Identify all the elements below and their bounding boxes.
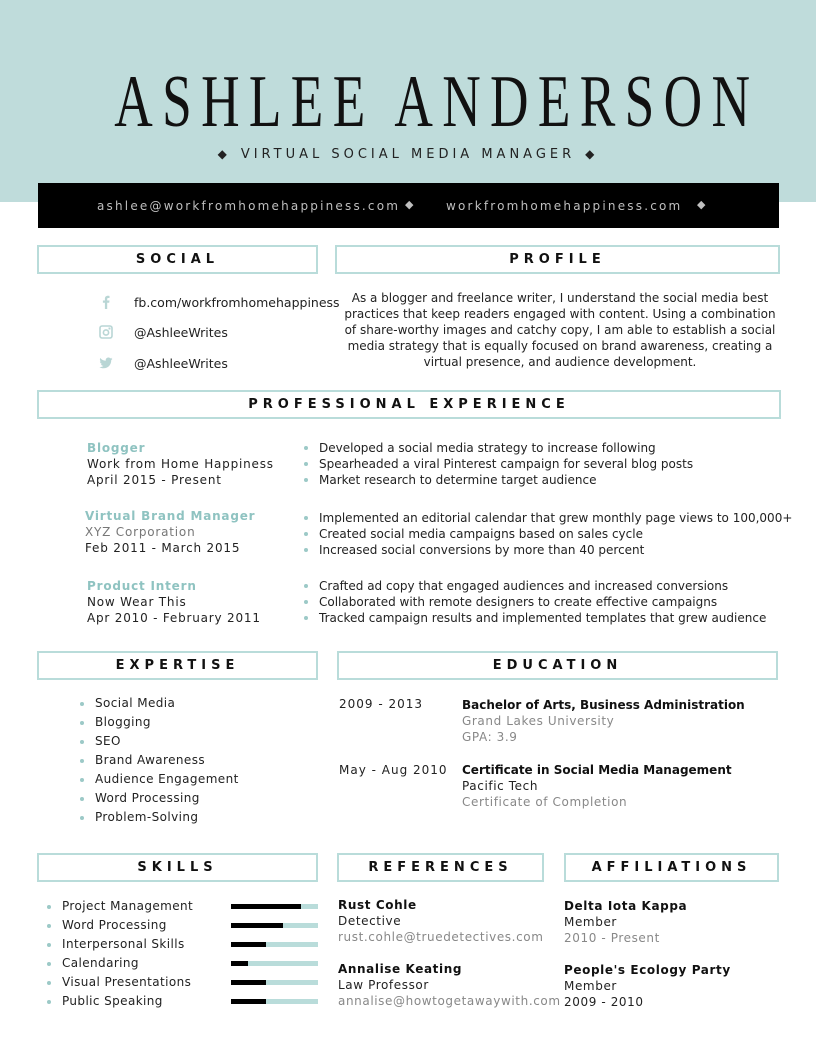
reference-email[interactable]: rust.cohle@truedetectives.com	[338, 930, 544, 944]
education-title: Certificate in Social Media Management	[462, 763, 732, 777]
reference-email[interactable]: annalise@howtogetawaywith.com	[338, 994, 561, 1008]
job-dates: Feb 2011 - March 2015	[85, 541, 241, 555]
resume-name: ASHLEE ANDERSON	[114, 61, 760, 143]
list-item: Collaborated with remote designers to create effective campaigns	[304, 594, 766, 610]
education-school: Pacific Tech	[462, 779, 539, 793]
education-dates: 2009 - 2013	[339, 697, 424, 711]
job-dates: Apr 2010 - February 2011	[87, 611, 261, 625]
affiliation-name: Delta Iota Kappa	[564, 899, 688, 913]
job-entry-intern	[87, 578, 261, 626]
list-item: Market research to determine target audience	[304, 472, 693, 488]
affiliation-entry	[564, 962, 731, 1010]
email-link[interactable]: ashlee@workfromhomehappiness.com	[97, 199, 401, 213]
education-entry	[462, 762, 732, 810]
social-text: @AshleeWrites	[134, 355, 228, 371]
expertise-heading: EXPERTISE	[37, 651, 318, 680]
job-company: XYZ Corporation	[85, 525, 196, 539]
list-item: Blogging	[80, 713, 239, 732]
reference-name: Rust Cohle	[338, 898, 417, 912]
diamond-icon: ◆	[217, 147, 231, 161]
social-facebook[interactable]	[98, 294, 340, 310]
skill-level-fill	[231, 999, 266, 1004]
list-item: Word Processing	[47, 916, 193, 935]
job-bullets	[304, 440, 693, 488]
list-item: Problem-Solving	[80, 808, 239, 827]
facebook-icon	[98, 294, 114, 310]
list-item: Social Media	[80, 694, 239, 713]
profile-heading: PROFILE	[335, 245, 780, 274]
resume-subtitle	[0, 147, 816, 162]
reference-role: Law Professor	[338, 978, 429, 992]
list-item: Word Processing	[80, 789, 239, 808]
education-entry	[462, 697, 745, 745]
education-dates: May - Aug 2010	[339, 763, 448, 777]
list-item: SEO	[80, 732, 239, 751]
expertise-list	[80, 694, 239, 827]
job-title: Product Intern	[87, 579, 197, 593]
list-item: Created social media campaigns based on sales cycle	[304, 526, 792, 542]
skill-level-bar	[231, 999, 318, 1004]
twitter-icon	[98, 355, 114, 371]
social-text: @AshleeWrites	[134, 324, 228, 340]
social-text: fb.com/workfromhomehappiness	[134, 294, 340, 310]
skill-level-fill	[231, 961, 248, 966]
skill-level-bar	[231, 942, 318, 947]
education-detail: Certificate of Completion	[462, 795, 628, 809]
job-company: Now Wear This	[87, 595, 187, 609]
affiliation-entry	[564, 898, 687, 946]
list-item: Developed a social media strategy to increase following	[304, 440, 693, 456]
job-title: Virtual Brand Manager	[85, 509, 256, 523]
job-company: Work from Home Happiness	[87, 457, 274, 471]
diamond-icon: ◆	[697, 198, 706, 211]
instagram-icon	[98, 324, 114, 340]
experience-heading: PROFESSIONAL EXPERIENCE	[37, 390, 781, 419]
social-instagram[interactable]	[98, 324, 228, 340]
list-item: Visual Presentations	[47, 973, 193, 992]
skill-level-bar	[231, 961, 318, 966]
job-bullets	[304, 510, 792, 558]
reference-entry	[338, 961, 561, 1009]
list-item: Brand Awareness	[80, 751, 239, 770]
job-title: Blogger	[87, 441, 146, 455]
affiliation-role: Member	[564, 915, 617, 929]
education-title: Bachelor of Arts, Business Administration	[462, 698, 745, 712]
education-detail: GPA: 3.9	[462, 730, 518, 744]
website-link[interactable]: workfromhomehappiness.com	[446, 199, 683, 213]
list-item: Spearheaded a viral Pinterest campaign for several blog posts	[304, 456, 693, 472]
skills-heading: SKILLS	[37, 853, 318, 882]
education-school: Grand Lakes University	[462, 714, 615, 728]
skill-level-bar	[231, 980, 318, 985]
list-item: Implemented an editorial calendar that grew monthly page views to 100,000+	[304, 510, 792, 526]
references-heading: REFERENCES	[337, 853, 544, 882]
job-bullets	[304, 578, 766, 626]
list-item: Tracked campaign results and implemented templates that grew audience	[304, 610, 766, 626]
list-item: Crafted ad copy that engaged audiences and increased conversions	[304, 578, 766, 594]
education-heading: EDUCATION	[337, 651, 778, 680]
list-item: Calendaring	[47, 954, 193, 973]
job-entry-blogger	[87, 440, 274, 488]
affiliation-name: People's Ecology Party	[564, 963, 731, 977]
profile-text: As a blogger and freelance writer, I understand the social media best practices that keep readers engaged with content. Using a combination of share-worthy images and catchy copy, I am able to establish a social media strategy that is equally focused on brand awareness, creating a virtual presence, and audience development.	[344, 291, 776, 369]
affiliation-role: Member	[564, 979, 617, 993]
reference-name: Annalise Keating	[338, 962, 463, 976]
diamond-icon: ◆	[405, 198, 414, 211]
affiliations-heading: AFFILIATIONS	[564, 853, 779, 882]
job-dates: April 2015 - Present	[87, 473, 222, 487]
job-headline: VIRTUAL SOCIAL MEDIA MANAGER	[240, 147, 576, 162]
skill-level-fill	[231, 942, 266, 947]
reference-role: Detective	[338, 914, 402, 928]
job-entry-brand-manager	[85, 508, 255, 556]
social-twitter[interactable]	[98, 355, 228, 371]
list-item: Project Management	[47, 897, 193, 916]
affiliation-dates: 2009 - 2010	[564, 995, 644, 1009]
skill-level-fill	[231, 980, 266, 985]
list-item: Audience Engagement	[80, 770, 239, 789]
skills-list	[47, 897, 193, 1011]
skill-level-fill	[231, 923, 283, 928]
skill-level-fill	[231, 904, 301, 909]
affiliation-dates: 2010 - Present	[564, 931, 660, 945]
list-item: Interpersonal Skills	[47, 935, 193, 954]
social-heading: SOCIAL	[37, 245, 318, 274]
skill-level-bar	[231, 923, 318, 928]
reference-entry	[338, 897, 544, 945]
list-item: Increased social conversions by more than 40 percent	[304, 542, 792, 558]
skill-level-bar	[231, 904, 318, 909]
diamond-icon: ◆	[585, 147, 599, 161]
list-item: Public Speaking	[47, 992, 193, 1011]
